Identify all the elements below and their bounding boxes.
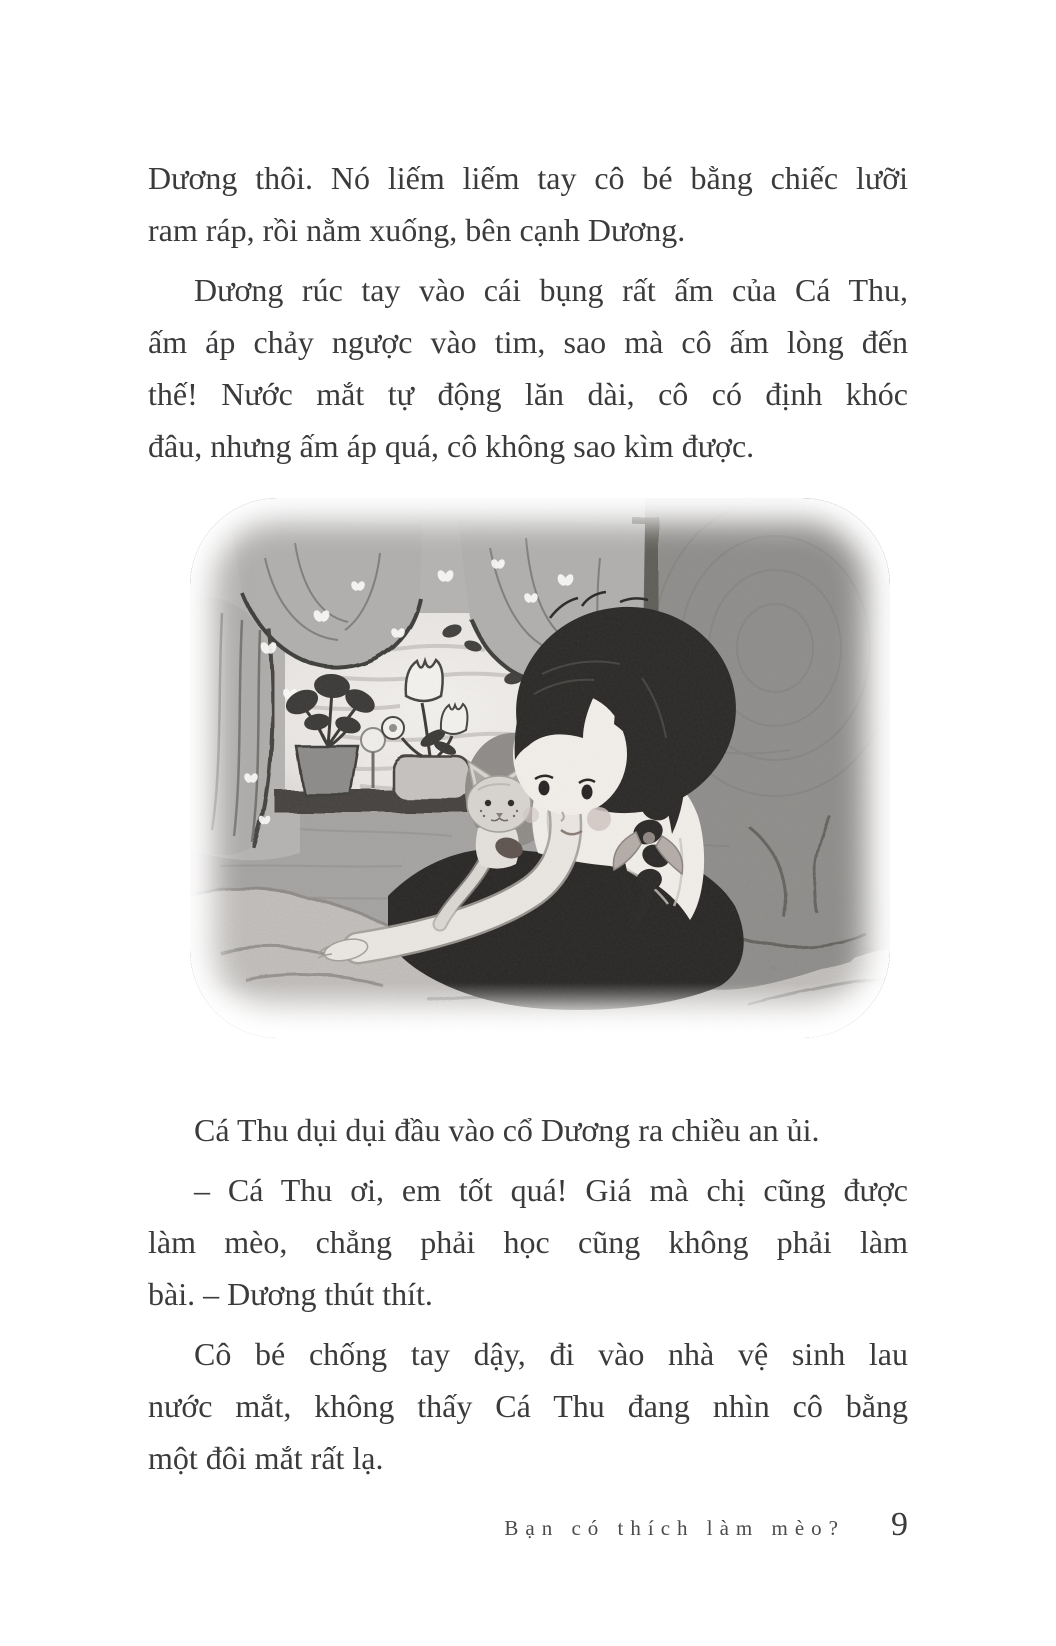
text-line: làm mèo, chẳng phải học cũng không phải làm <box>148 1224 908 1260</box>
text-line: ram ráp, rồi nằm xuống, bên cạnh Dương. <box>148 212 686 248</box>
illustration-svg <box>190 498 890 1038</box>
text-line: nước mắt, không thấy Cá Thu đang nhìn cô bằng <box>148 1388 908 1424</box>
text-line: đâu, nhưng ấm áp quá, cô không sao kìm được. <box>148 428 755 464</box>
story-illustration <box>190 498 890 1038</box>
paragraph <box>148 264 908 472</box>
text-line: Dương rúc tay vào cái bụng rất ấm của Cá Thu, <box>194 272 908 308</box>
paragraph <box>148 1104 908 1156</box>
running-title: Bạn có thích làm mèo? <box>504 1516 845 1540</box>
text-line: bài. – Dương thút thít. <box>148 1276 433 1312</box>
paragraph <box>148 1164 908 1320</box>
text-line: Cá Thu dụi dụi đầu vào cổ Dương ra chiều an ủi. <box>194 1112 820 1148</box>
body-text-top <box>148 152 908 472</box>
text-line: một đôi mắt rất lạ. <box>148 1440 384 1476</box>
paper-texture <box>190 498 890 1038</box>
page-footer <box>148 1506 908 1544</box>
text-line: – Cá Thu ơi, em tốt quá! Giá mà chị cũng được <box>194 1172 908 1208</box>
text-line: thế! Nước mắt tự động lăn dài, cô có định khóc <box>148 376 908 412</box>
text-line: ấm áp chảy ngược vào tim, sao mà cô ấm lòng đến <box>148 324 908 360</box>
page-number: 9 <box>891 1506 908 1543</box>
text-line: Cô bé chống tay dậy, đi vào nhà vệ sinh lau <box>194 1336 908 1372</box>
paragraph <box>148 1328 908 1484</box>
bottom-fade <box>190 983 890 1038</box>
text-line: Dương thôi. Nó liếm liếm tay cô bé bằng chiếc lưỡi <box>148 160 908 196</box>
body-text-bottom <box>148 1104 908 1484</box>
paragraph <box>148 152 908 256</box>
